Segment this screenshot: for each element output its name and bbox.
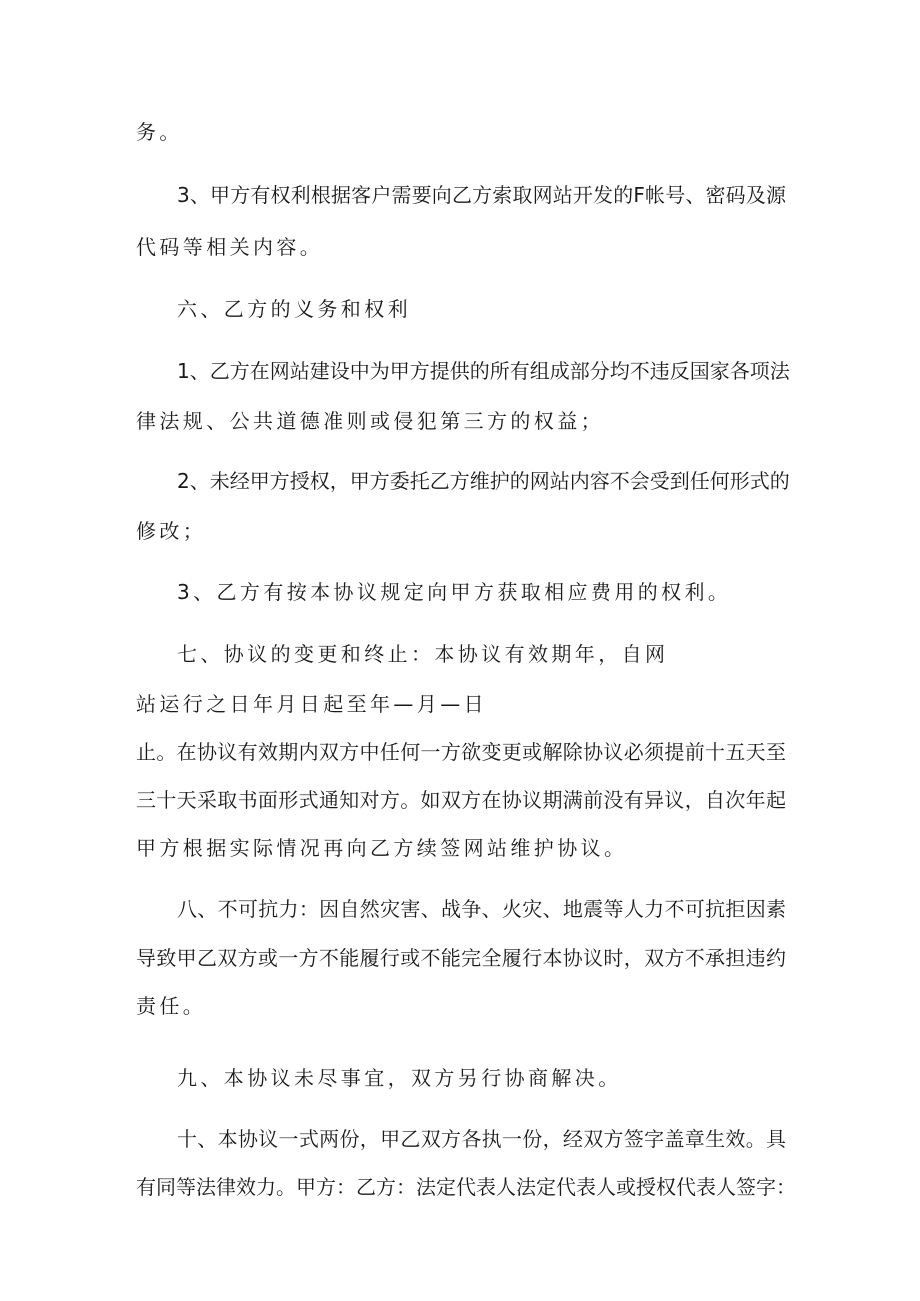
text-line: 站运行之日年月日起至年—月—日 — [136, 692, 487, 716]
text-line: 责任。 — [136, 994, 207, 1018]
section-heading: 八、不可抗力：因自然灾害、战争、火灾、地震等人力不可抗拒因素 — [177, 897, 786, 921]
text-line: 代码等相关内容。 — [136, 235, 324, 259]
text-line: 3、甲方有权利根据客户需要向乙方索取网站开发的F帐号、密码及源 — [177, 183, 786, 207]
text-line: 修改； — [136, 519, 207, 543]
text-line: 律法规、公共道德准则或侵犯第三方的权益； — [136, 409, 604, 433]
section-heading: 九、本协议未尽事宜，双方另行协商解决。 — [177, 1066, 622, 1090]
section-heading: 十、本协议一式两份，甲乙双方各执一份，经双方签字盖章生效。具 — [177, 1127, 786, 1151]
text-line: 有同等法律效力。甲方：乙方：法定代表人法定代表人或授权代表人签字： — [136, 1175, 796, 1199]
text-line: 三十天采取书面形式通知对方。如双方在协议期满前没有异议，自次年起 — [136, 788, 786, 812]
section-heading: 七、协议的变更和终止：本协议有效期年，自网 — [177, 642, 669, 666]
section-heading: 六、乙方的义务和权利 — [177, 297, 411, 321]
text-line: 止。在协议有效期内双方中任何一方欲变更或解除协议必须提前十五天至 — [136, 740, 786, 764]
text-line: 1、乙方在网站建设中为甲方提供的所有组成部分均不违反国家各项法 — [177, 359, 790, 383]
text-line: 甲方根据实际情况再向乙方续签网站维护协议。 — [136, 836, 628, 860]
text-line: 2、未经甲方授权，甲方委托乙方维护的网站内容不会受到任何形式的 — [177, 469, 790, 493]
text-line: 3、乙方有按本协议规定向甲方获取相应费用的权利。 — [177, 580, 732, 604]
text-line: 务。 — [136, 120, 183, 144]
text-line: 导致甲乙双方或一方不能履行或不能完全履行本协议时，双方不承担违约 — [136, 946, 786, 970]
